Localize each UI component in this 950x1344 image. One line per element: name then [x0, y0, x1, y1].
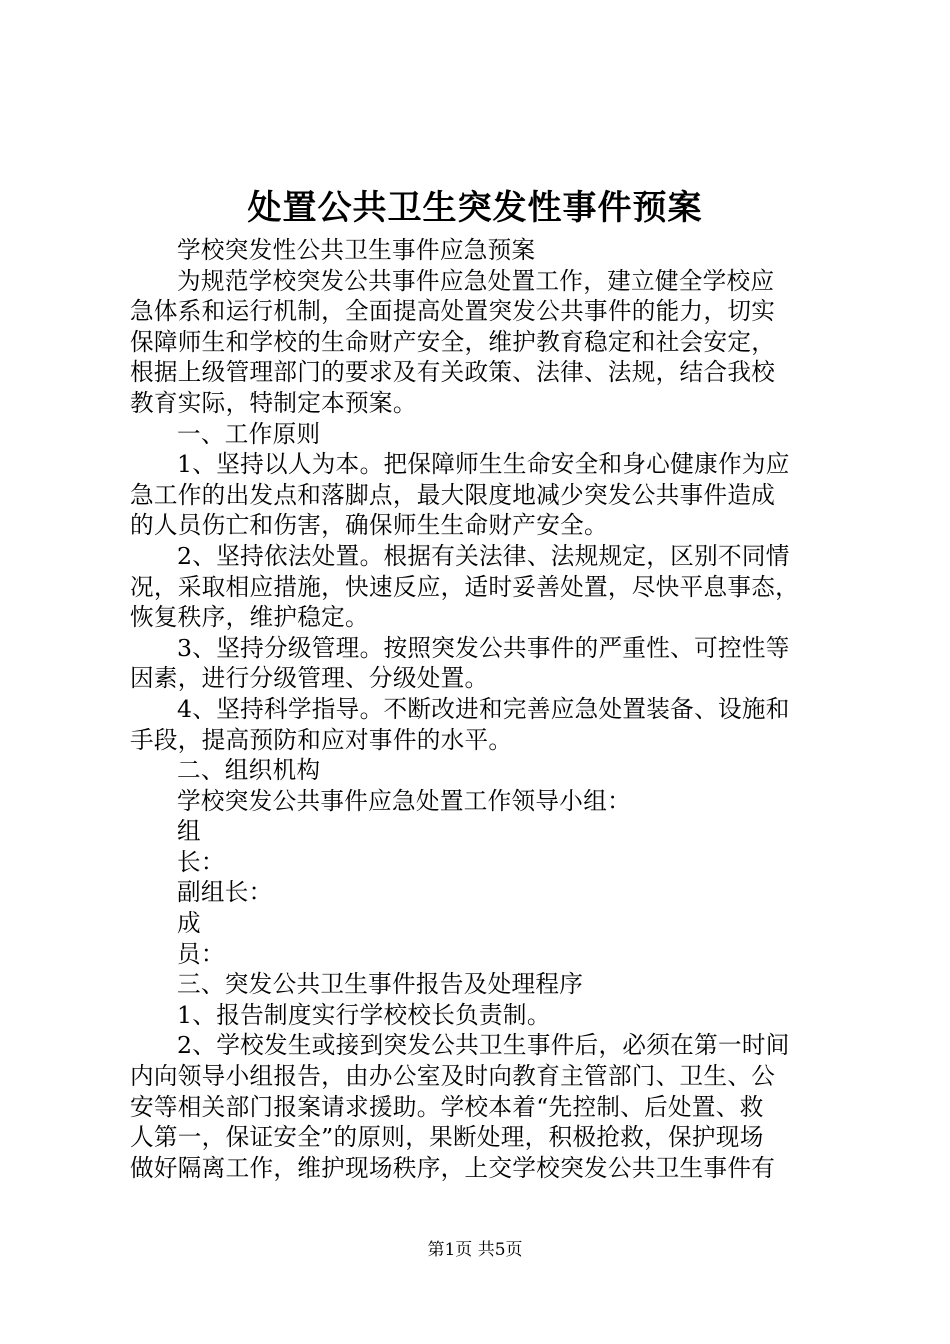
- body-line: 副组长：: [177, 878, 273, 907]
- body-line: 学校突发性公共卫生事件应急预案: [177, 236, 536, 264]
- body-line: 做好隔离工作，维护现场秩序，上交学校突发公共卫生事件有: [130, 1153, 776, 1182]
- body-line: 员：: [177, 939, 225, 968]
- body-line: 一、工作原则: [177, 419, 321, 448]
- body-line: 人第一，保证安全”的原则，果断处理，积极抢救，保护现场: [130, 1123, 764, 1152]
- body-line: 成: [177, 909, 201, 938]
- body-line: 保障师生和学校的生命财产安全，维护教育稳定和社会安定，: [130, 327, 776, 356]
- body-line: 1、报告制度实行学校校长负责制。: [177, 1000, 551, 1029]
- body-line: 况，采取相应措施，快速反应，适时妥善处置，尽快平息事态，: [130, 572, 800, 601]
- body-line: 2、坚持依法处置。根据有关法律、法规规定，区别不同情: [177, 541, 790, 570]
- body-line: 教育实际，特制定本预案。: [130, 388, 417, 417]
- body-line: 恢复秩序，维护稳定。: [130, 603, 369, 632]
- body-line: 内向领导小组报告，由办公室及时向教育主管部门、卫生、公: [130, 1062, 776, 1091]
- body-line: 三、突发公共卫生事件报告及处理程序: [177, 970, 584, 999]
- document-body: [130, 235, 835, 1183]
- body-line: 急体系和运行机制，全面提高处置突发公共事件的能力，切实: [130, 297, 776, 326]
- body-line: 二、组织机构: [177, 756, 321, 785]
- body-line: 安等相关部门报案请求援助。学校本着“先控制、后处置、救: [130, 1092, 764, 1121]
- document-title: 处置公共卫生突发性事件预案: [247, 188, 703, 228]
- body-line: 因素，进行分级管理、分级处置。: [130, 664, 489, 693]
- body-line: 为规范学校突发公共事件应急处置工作，建立健全学校应: [177, 266, 775, 295]
- body-line: 长：: [177, 847, 225, 876]
- body-line: 组: [177, 817, 201, 846]
- body-line: 3、坚持分级管理。按照突发公共事件的严重性、可控性等: [177, 633, 790, 662]
- body-line: 学校突发公共事件应急处置工作领导小组：: [177, 786, 631, 815]
- body-line: 手段，提高预防和应对事件的水平。: [130, 725, 513, 754]
- body-line: 根据上级管理部门的要求及有关政策、法律、法规，结合我校: [130, 358, 776, 387]
- page-footer: 第1页 共5页: [427, 1240, 523, 1260]
- body-line: 的人员伤亡和伤害，确保师生生命财产安全。: [130, 511, 608, 540]
- body-line: 急工作的出发点和落脚点，最大限度地减少突发公共事件造成: [130, 480, 776, 509]
- body-line: 1、坚持以人为本。把保障师生生命安全和身心健康作为应: [177, 450, 790, 479]
- body-line: 2、学校发生或接到突发公共卫生事件后，必须在第一时间: [177, 1031, 790, 1060]
- body-line: 4、坚持科学指导。不断改进和完善应急处置装备、设施和: [177, 694, 790, 723]
